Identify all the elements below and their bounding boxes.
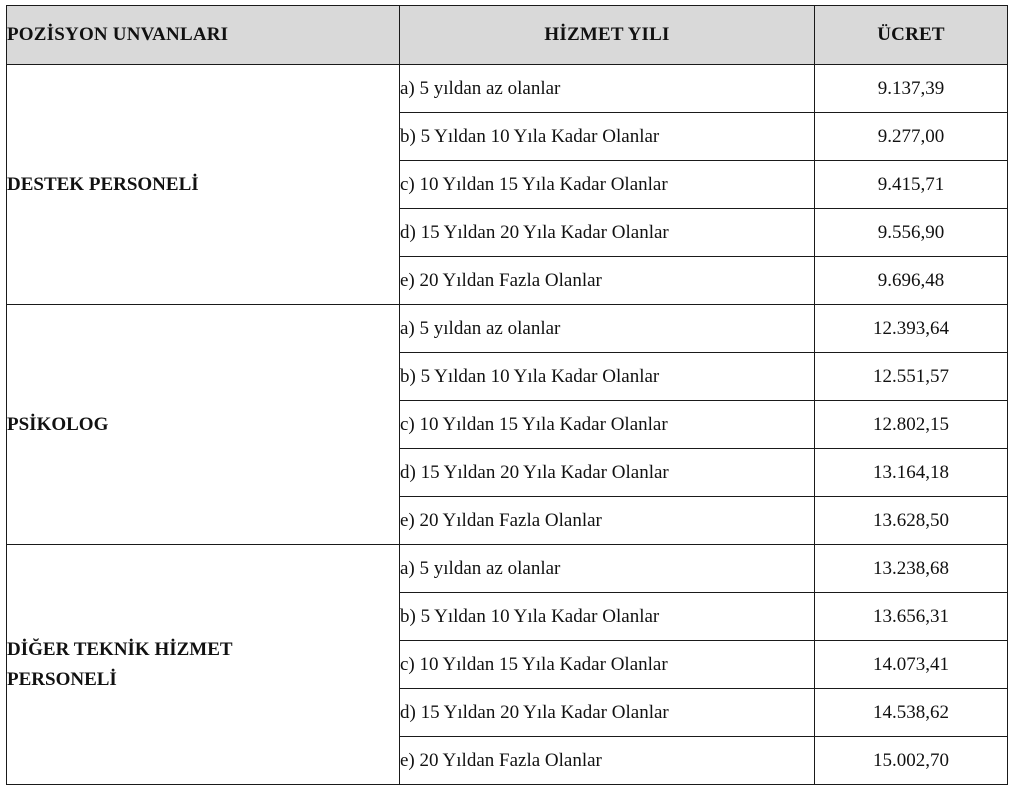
wage-cell: 12.393,64	[815, 305, 1008, 353]
position-title-text: DESTEK PERSONELİ	[7, 173, 199, 195]
service-years-cell: e) 20 Yıldan Fazla Olanlar	[400, 497, 815, 545]
position-title-line2: PERSONELİ	[7, 668, 117, 690]
position-title-psikolog	[7, 305, 400, 545]
wage-cell: 13.238,68	[815, 545, 1008, 593]
position-title-diger-teknik-hizmet-personeli	[7, 545, 400, 785]
service-years-cell: d) 15 Yıldan 20 Yıla Kadar Olanlar	[400, 689, 815, 737]
wage-cell: 15.002,70	[815, 737, 1008, 785]
header-row	[7, 6, 1008, 65]
table-row	[7, 545, 1008, 593]
table-row	[7, 305, 1008, 353]
column-header-position: POZİSYON UNVANLARI	[7, 6, 400, 65]
position-title-text: PSİKOLOG	[7, 413, 109, 435]
salary-table	[6, 5, 1008, 785]
service-years-cell: d) 15 Yıldan 20 Yıla Kadar Olanlar	[400, 209, 815, 257]
service-years-cell: b) 5 Yıldan 10 Yıla Kadar Olanlar	[400, 593, 815, 641]
wage-cell: 14.538,62	[815, 689, 1008, 737]
column-header-wage: ÜCRET	[815, 6, 1008, 65]
wage-cell: 14.073,41	[815, 641, 1008, 689]
service-years-cell: d) 15 Yıldan 20 Yıla Kadar Olanlar	[400, 449, 815, 497]
service-years-cell: a) 5 yıldan az olanlar	[400, 305, 815, 353]
column-header-service-years: HİZMET YILI	[400, 6, 815, 65]
service-years-cell: c) 10 Yıldan 15 Yıla Kadar Olanlar	[400, 641, 815, 689]
service-years-cell: a) 5 yıldan az olanlar	[400, 65, 815, 113]
wage-cell: 13.656,31	[815, 593, 1008, 641]
wage-cell: 9.556,90	[815, 209, 1008, 257]
table-body	[7, 65, 1008, 785]
service-years-cell: e) 20 Yıldan Fazla Olanlar	[400, 257, 815, 305]
wage-cell: 9.137,39	[815, 65, 1008, 113]
position-title-line1: DİĞER TEKNİK HİZMET	[7, 638, 233, 660]
wage-cell: 12.802,15	[815, 401, 1008, 449]
wage-cell: 13.628,50	[815, 497, 1008, 545]
wage-cell: 12.551,57	[815, 353, 1008, 401]
wage-cell: 9.277,00	[815, 113, 1008, 161]
service-years-cell: b) 5 Yıldan 10 Yıla Kadar Olanlar	[400, 353, 815, 401]
table-header	[7, 6, 1008, 65]
wage-cell: 13.164,18	[815, 449, 1008, 497]
position-title-destek-personeli	[7, 65, 400, 305]
service-years-cell: b) 5 Yıldan 10 Yıla Kadar Olanlar	[400, 113, 815, 161]
table-row	[7, 65, 1008, 113]
service-years-cell: c) 10 Yıldan 15 Yıla Kadar Olanlar	[400, 401, 815, 449]
service-years-cell: a) 5 yıldan az olanlar	[400, 545, 815, 593]
service-years-cell: c) 10 Yıldan 15 Yıla Kadar Olanlar	[400, 161, 815, 209]
service-years-cell: e) 20 Yıldan Fazla Olanlar	[400, 737, 815, 785]
wage-cell: 9.415,71	[815, 161, 1008, 209]
wage-cell: 9.696,48	[815, 257, 1008, 305]
